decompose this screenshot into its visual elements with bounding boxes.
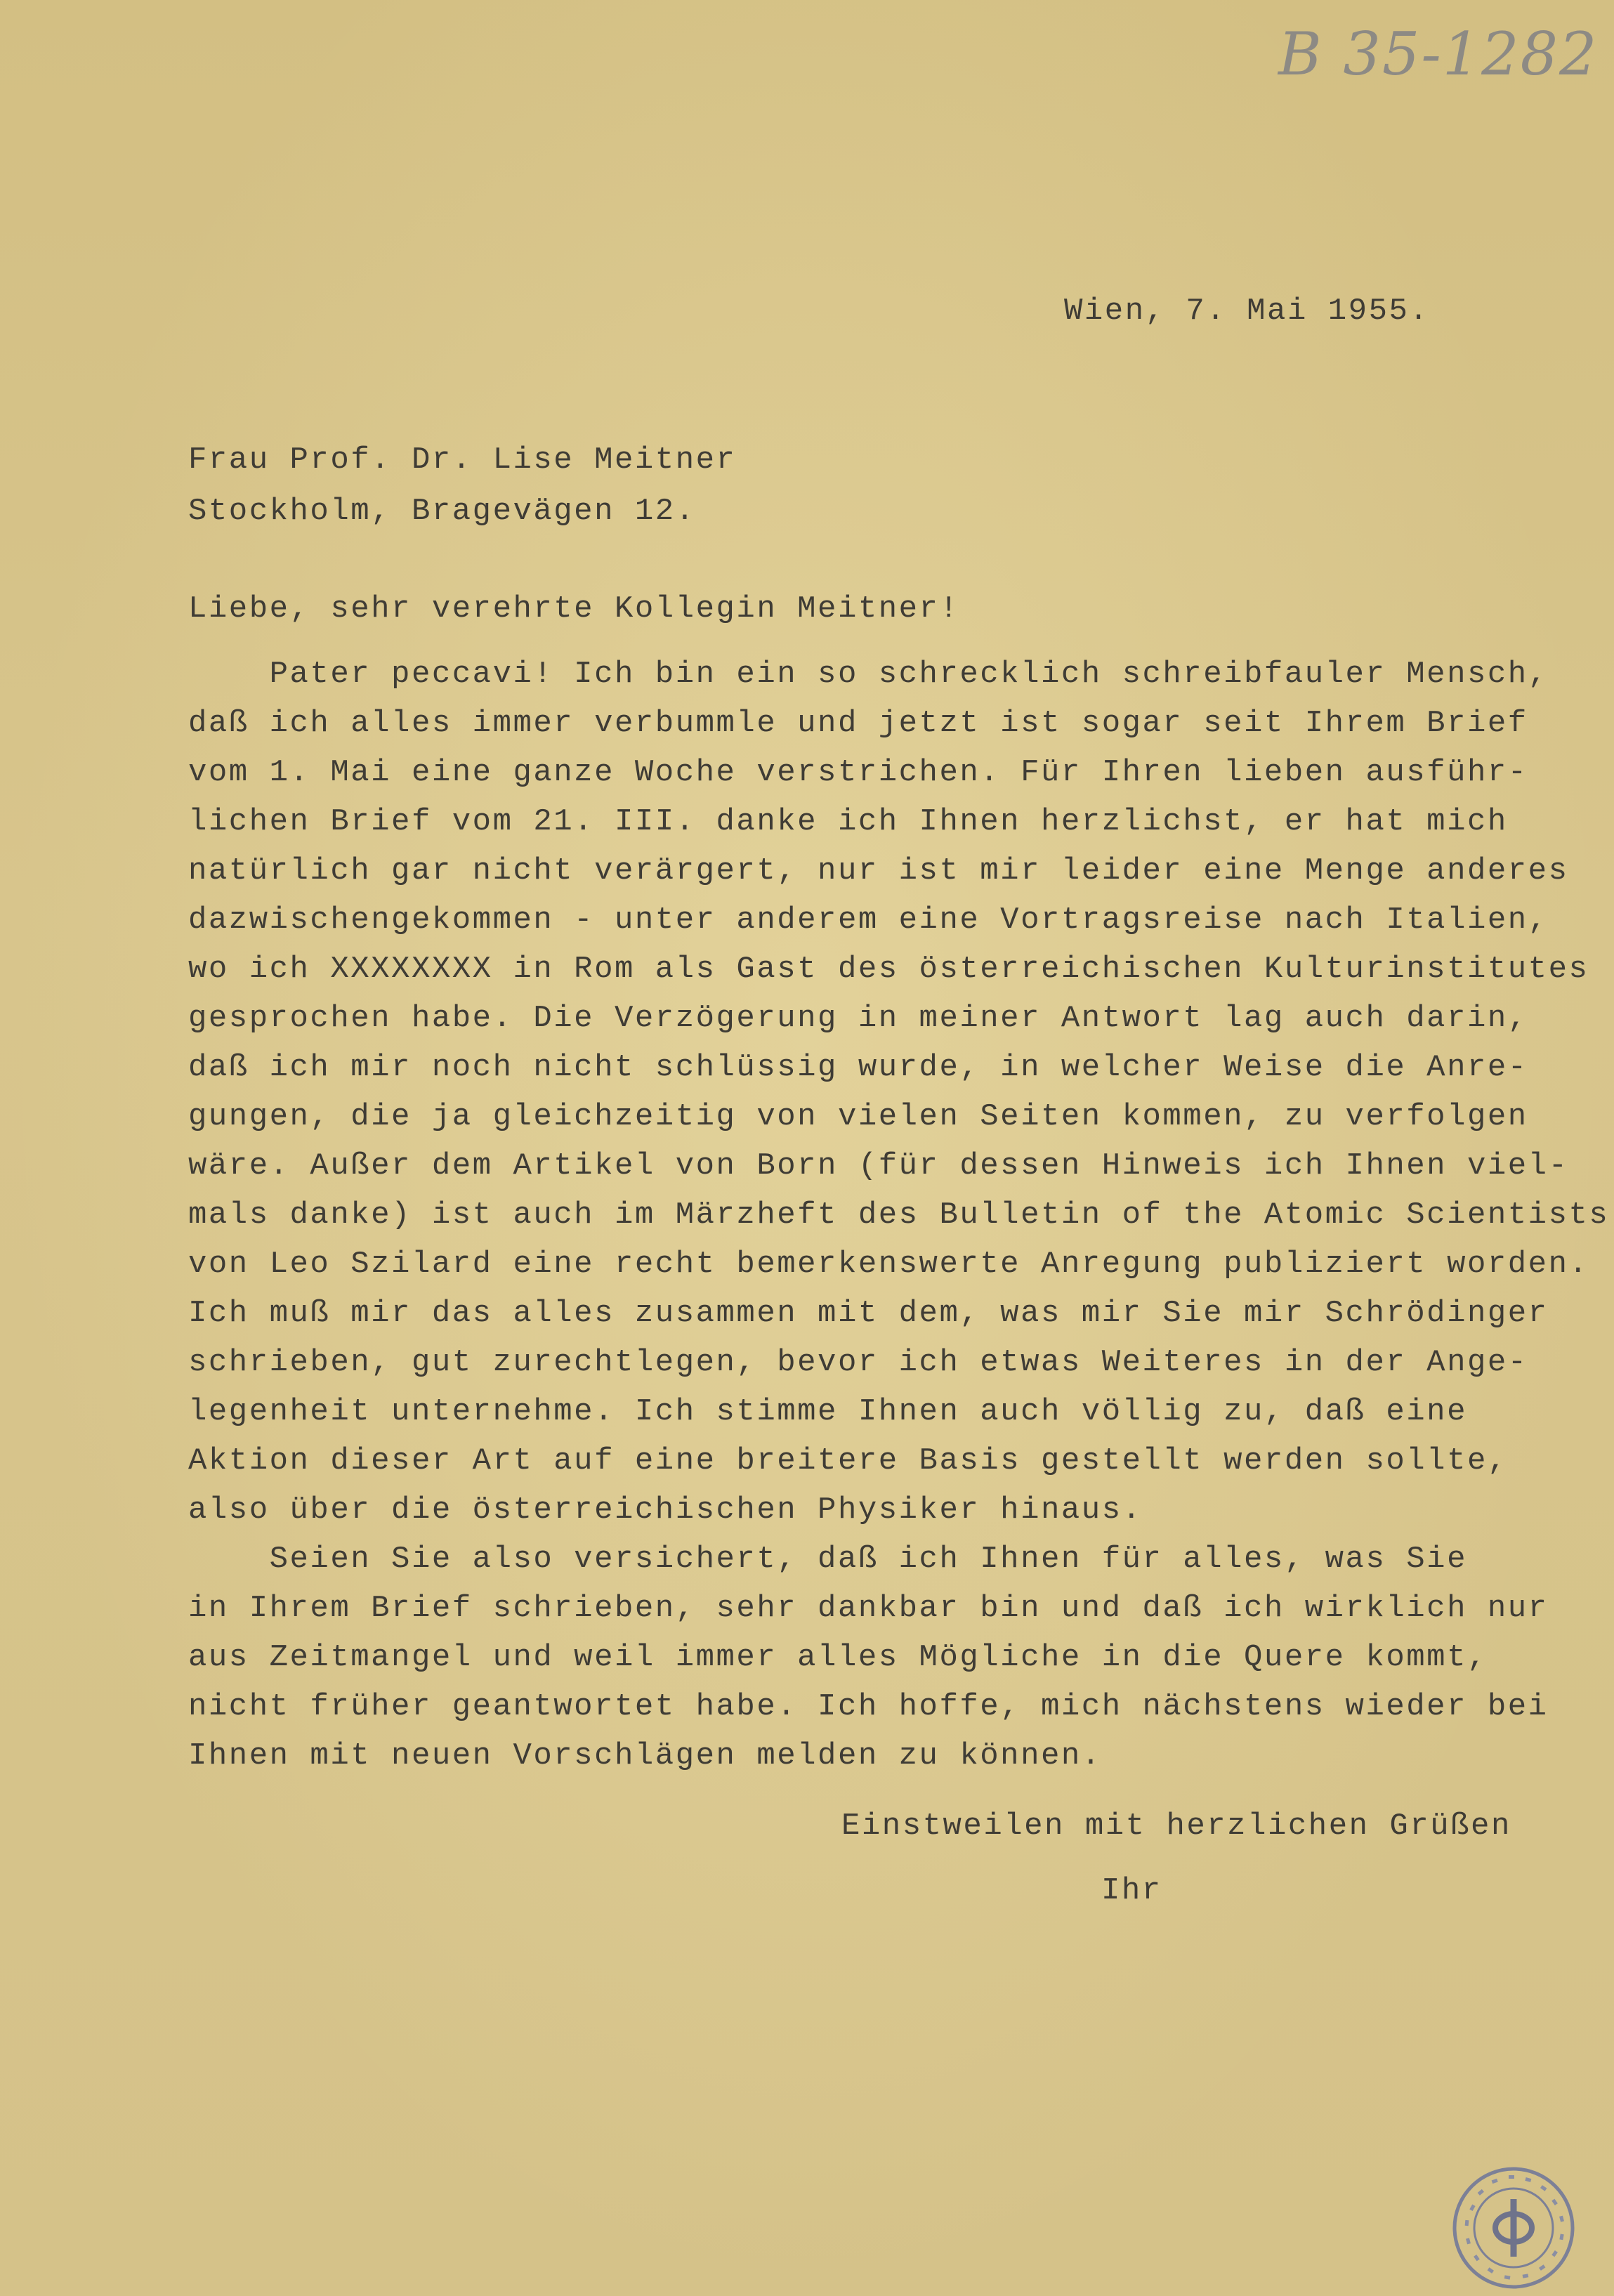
body-line: Ich muß mir das alles zusammen mit dem, was mir Sie mir Schrödinger [188,1296,1549,1331]
closing-line: Einstweilen mit herzlichen Grüßen [841,1809,1511,1844]
body-line: mals danke) ist auch im Märzheft des Bulletin of the Atomic Scientists [188,1198,1610,1233]
body-line: wo ich XXXXXXXX in Rom als Gast des österreichischen Kulturinstitutes [188,952,1589,987]
body-line: also über die österreichischen Physiker hinaus. [188,1493,1143,1528]
signoff: Ihr [1101,1873,1162,1908]
archive-reference-mark: B 35-1282 [1278,20,1599,88]
body-line: nicht früher geantwortet habe. Ich hoffe, mich nächstens wieder bei [188,1689,1549,1724]
body-line: aus Zeitmangel und weil immer alles Mögliche in die Quere kommt, [188,1640,1488,1675]
body-line: schrieben, gut zurechtlegen, bevor ich etwas Weiteres in der Ange- [188,1345,1528,1380]
body-line: von Leo Szilard eine recht bemerkenswerte Anregung publiziert worden. [188,1247,1589,1282]
body-line: Pater peccavi! Ich bin ein so schrecklich schreibfauler Mensch, [188,657,1549,692]
body-line: wäre. Außer dem Artikel von Born (für dessen Hinweis ich Ihnen viel- [188,1148,1569,1183]
body-line: Seien Sie also versichert, daß ich Ihnen für alles, was Sie [188,1542,1467,1577]
body-line: Ihnen mit neuen Vorschlägen melden zu können. [188,1738,1102,1773]
body-line: Aktion dieser Art auf eine breitere Basis gestellt werden sollte, [188,1443,1508,1478]
recipient-address: Stockholm, Bragevägen 12. [188,494,696,529]
body-line: legenheit unternehme. Ich stimme Ihnen auch völlig zu, daß eine [188,1394,1467,1429]
body-line: daß ich mir noch nicht schlüssig wurde, in welcher Weise die Anre- [188,1050,1528,1085]
body-line: gungen, die ja gleichzeitig von vielen Seiten kommen, zu verfolgen [188,1099,1528,1134]
body-line: in Ihrem Brief schrieben, sehr dankbar bin und daß ich wirklich nur [188,1591,1549,1626]
body-line: natürlich gar nicht verärgert, nur ist mir leider eine Menge anderes [188,853,1569,888]
recipient-name: Frau Prof. Dr. Lise Meitner [188,442,737,478]
body-line: gesprochen habe. Die Verzögerung in meiner Antwort lag auch darin, [188,1001,1528,1036]
body-line: lichen Brief vom 21. III. danke ich Ihnen herzlichst, er hat mich [188,804,1508,839]
body-line: dazwischengekommen - unter anderem eine Vortragsreise nach Italien, [188,903,1549,938]
body-line: vom 1. Mai eine ganze Woche verstrichen. Für Ihren lieben ausführ- [188,755,1528,790]
library-stamp-icon [1450,2164,1577,2292]
date-line: Wien, 7. Mai 1955. [1064,294,1430,329]
body-line: daß ich alles immer verbummle und jetzt ist sogar seit Ihrem Brief [188,706,1528,741]
salutation: Liebe, sehr verehrte Kollegin Meitner! [188,591,960,627]
